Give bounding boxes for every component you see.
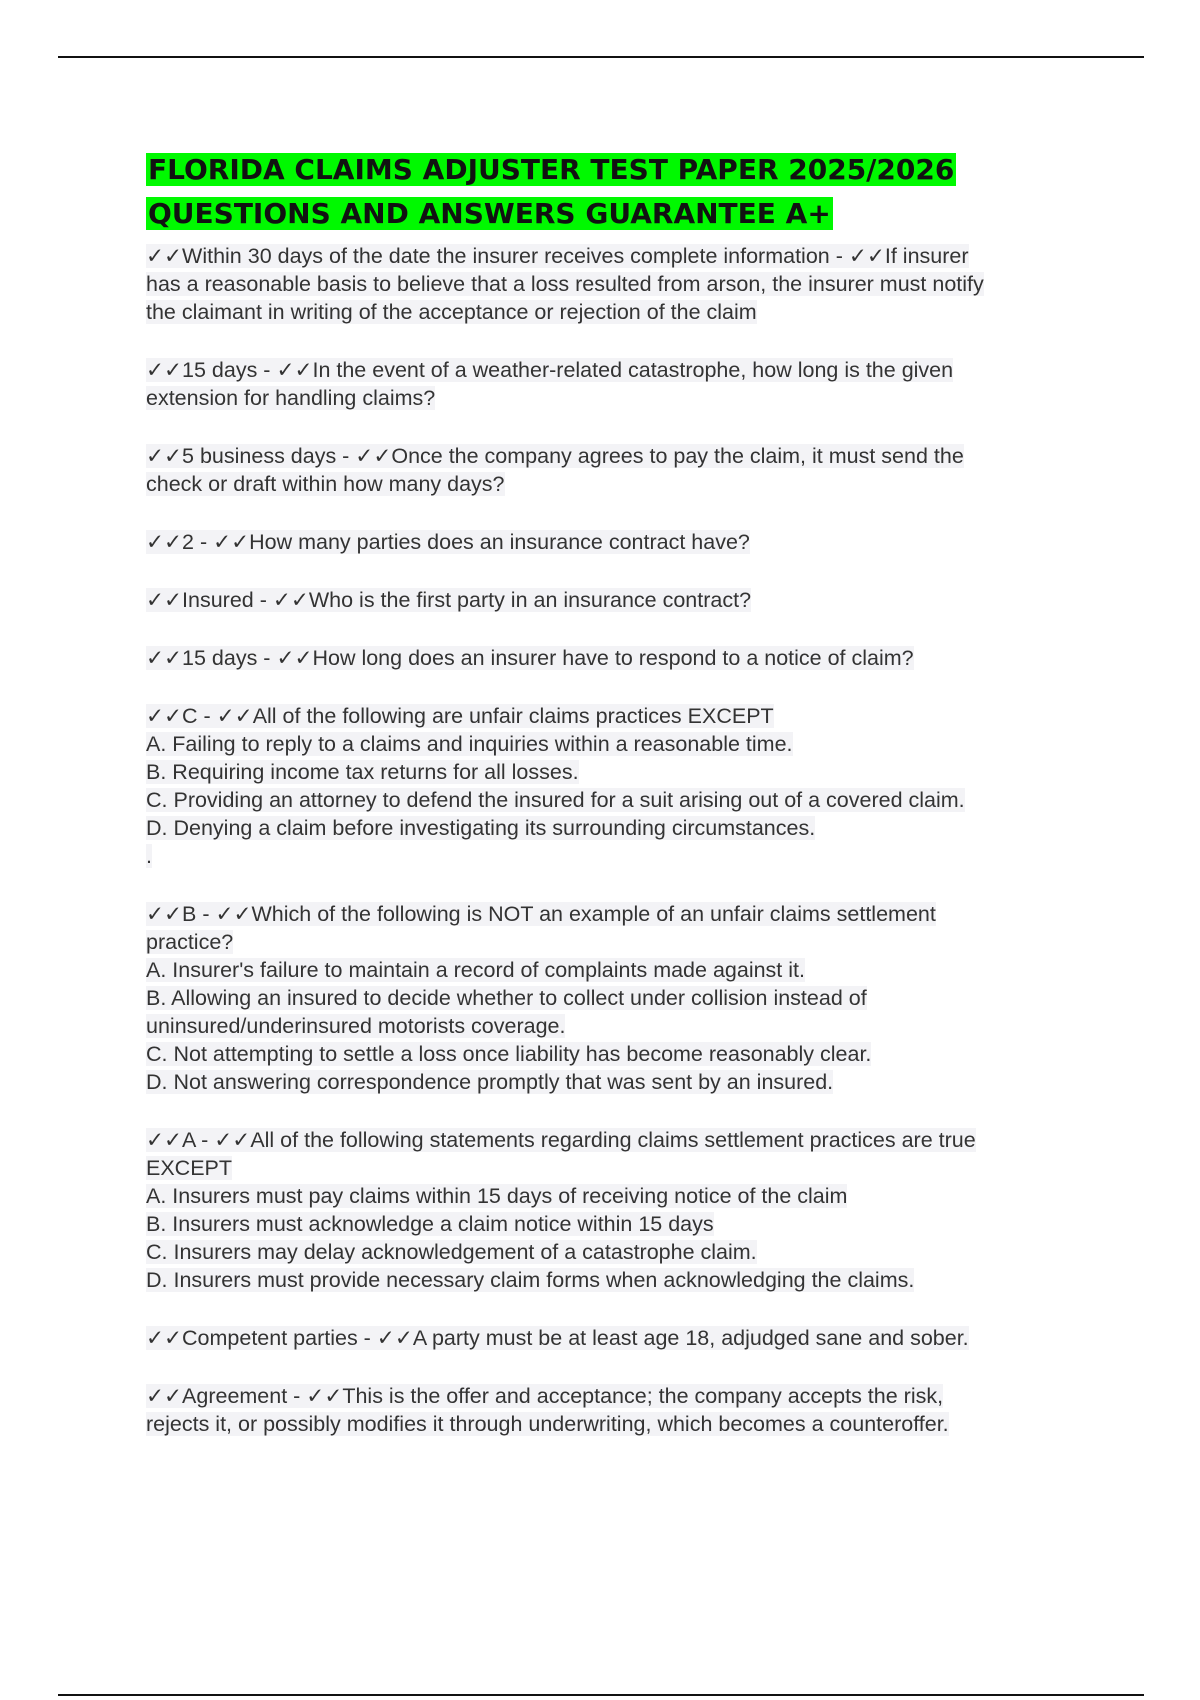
qa-line (146, 586, 1096, 614)
qa-line (146, 470, 1096, 498)
qa-line-text: ✓✓Competent parties - ✓✓A party must be at least age 18, adjudged sane and sober. (146, 1326, 969, 1350)
qa-line-text: D. Not answering correspondence promptly that was sent by an insured. (146, 1070, 834, 1094)
qa-line-text: ✓✓A - ✓✓All of the following statements regarding claims settlement practices are true (146, 1128, 976, 1152)
qa-line (146, 786, 1096, 814)
qa-line (146, 1238, 1096, 1266)
qa-line-text: the claimant in writing of the acceptance or rejection of the claim (146, 300, 757, 324)
qa-line-text: ✓✓15 days - ✓✓How long does an insurer have to respond to a notice of claim? (146, 646, 914, 670)
qa-line (146, 702, 1096, 730)
qa-line (146, 1382, 1096, 1410)
qa-line (146, 730, 1096, 758)
qa-line (146, 842, 1096, 870)
qa-line (146, 298, 1096, 326)
qa-line (146, 1012, 1096, 1040)
qa-line-text: EXCEPT (146, 1156, 233, 1180)
qa-line-text: C. Providing an attorney to defend the insured for a suit arising out of a covered claim. (146, 788, 965, 812)
qa-line-text: ✓✓5 business days - ✓✓Once the company agrees to pay the claim, it must send the (146, 444, 964, 468)
qa-line-text: rejects it, or possibly modifies it through underwriting, which becomes a counteroffer. (146, 1412, 949, 1436)
qa-line (146, 956, 1096, 984)
qa-line-text: extension for handling claims? (146, 386, 436, 410)
footer-rule (58, 1694, 1144, 1696)
qa-line (146, 270, 1096, 298)
qa-entry (146, 528, 1096, 556)
qa-line (146, 644, 1096, 672)
qa-entry (146, 644, 1096, 672)
qa-entry (146, 242, 1096, 326)
document-title (146, 148, 1096, 236)
qa-line (146, 1182, 1096, 1210)
qa-line-text: ✓✓Insured - ✓✓Who is the first party in an insurance contract? (146, 588, 752, 612)
qa-line (146, 1324, 1096, 1352)
qa-line-text: A. Insurers must pay claims within 15 days of receiving notice of the claim (146, 1184, 848, 1208)
qa-entry (146, 1126, 1096, 1294)
qa-line-text: . (146, 844, 152, 868)
header-rule (58, 56, 1144, 58)
qa-line-text: C. Not attempting to settle a loss once liability has become reasonably clear. (146, 1042, 872, 1066)
qa-line (146, 814, 1096, 842)
qa-line (146, 384, 1096, 412)
qa-line-text: C. Insurers may delay acknowledgement of a catastrophe claim. (146, 1240, 757, 1264)
qa-line-text: ✓✓15 days - ✓✓In the event of a weather-related catastrophe, how long is the given (146, 358, 954, 382)
qa-line-text: ✓✓2 - ✓✓How many parties does an insurance contract have? (146, 530, 750, 554)
document-body (146, 148, 1096, 1438)
qa-entry (146, 702, 1096, 870)
qa-line-text: ✓✓C - ✓✓All of the following are unfair claims practices EXCEPT (146, 704, 774, 728)
qa-line-text: ✓✓Within 30 days of the date the insurer receives complete information - ✓✓If insurer (146, 244, 969, 268)
qa-line-text: check or draft within how many days? (146, 472, 505, 496)
qa-line (146, 1126, 1096, 1154)
title-line-1: FLORIDA CLAIMS ADJUSTER TEST PAPER 2025/2026 (148, 153, 955, 186)
qa-line-text: A. Failing to reply to a claims and inquiries within a reasonable time. (146, 732, 793, 756)
qa-line-text: D. Insurers must provide necessary claim forms when acknowledging the claims. (146, 1268, 915, 1292)
qa-line (146, 1040, 1096, 1068)
qa-line-text: A. Insurer's failure to maintain a record of complaints made against it. (146, 958, 805, 982)
qa-entry (146, 1382, 1096, 1438)
qa-line (146, 1154, 1096, 1182)
qa-line (146, 528, 1096, 556)
qa-entry (146, 356, 1096, 412)
qa-line (146, 1266, 1096, 1294)
qa-line-text: D. Denying a claim before investigating its surrounding circumstances. (146, 816, 816, 840)
qa-entry (146, 900, 1096, 1096)
qa-line-text: ✓✓Agreement - ✓✓This is the offer and acceptance; the company accepts the risk, (146, 1384, 944, 1408)
qa-line (146, 758, 1096, 786)
qa-line (146, 900, 1096, 928)
qa-line (146, 356, 1096, 384)
qa-line (146, 242, 1096, 270)
qa-line-text: practice? (146, 930, 234, 954)
qa-line (146, 442, 1096, 470)
qa-entry (146, 442, 1096, 498)
qa-entry (146, 586, 1096, 614)
title-line-2: QUESTIONS AND ANSWERS GUARANTEE A+ (148, 197, 831, 230)
qa-line-text: ✓✓B - ✓✓Which of the following is NOT an example of an unfair claims settlement (146, 902, 936, 926)
qa-line (146, 984, 1096, 1012)
qa-line (146, 1068, 1096, 1096)
qa-line (146, 928, 1096, 956)
qa-entry (146, 1324, 1096, 1352)
qa-line (146, 1210, 1096, 1238)
qa-line-text: B. Insurers must acknowledge a claim notice within 15 days (146, 1212, 714, 1236)
qa-line-text: B. Requiring income tax returns for all losses. (146, 760, 579, 784)
qa-line-text: has a reasonable basis to believe that a loss resulted from arson, the insurer must notify (146, 272, 984, 296)
qa-list (146, 242, 1096, 1438)
qa-line-text: uninsured/underinsured motorists coverage. (146, 1014, 566, 1038)
qa-line-text: B. Allowing an insured to decide whether to collect under collision instead of (146, 986, 867, 1010)
qa-line (146, 1410, 1096, 1438)
